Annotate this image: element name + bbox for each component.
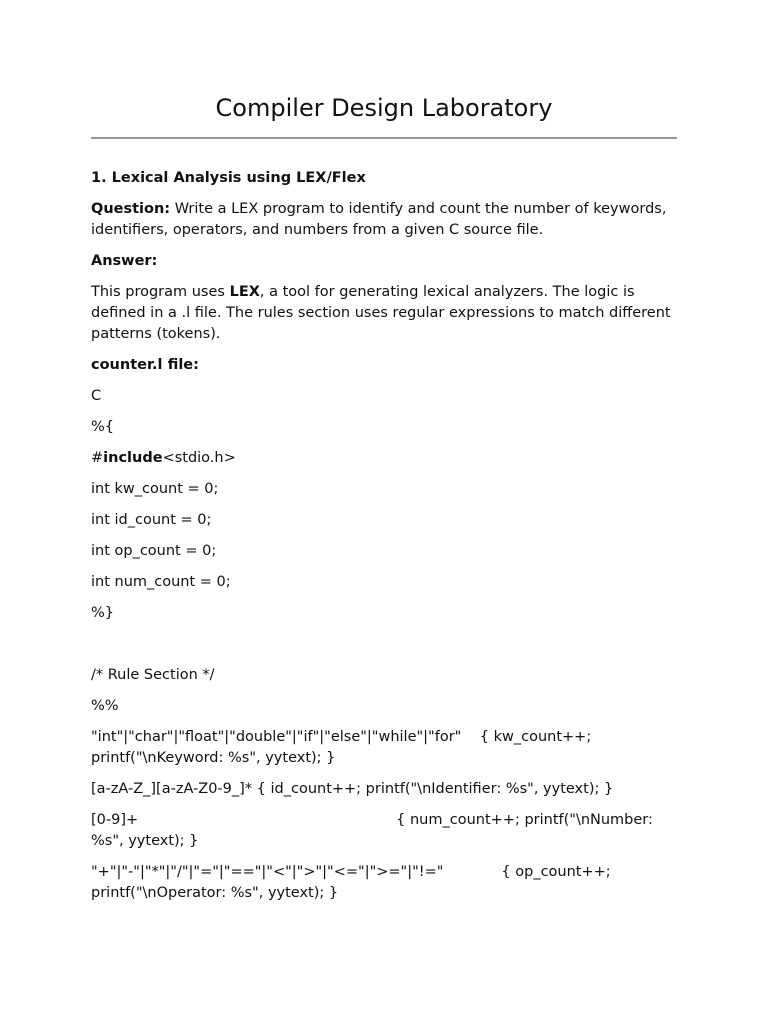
numbers-action: { num_count++; printf("\nNumber: %s", yytext); } [91, 812, 653, 849]
title-divider [91, 137, 677, 139]
answer-label: Answer: [91, 253, 158, 269]
operators-pattern: "+"|"-"|"*"|"/"|"="|"=="|"<"|">"|"<="|">="|"!=" [91, 864, 444, 880]
document-title: Compiler Design Laboratory [215, 94, 553, 122]
code-line-open-brace: %{ [91, 419, 115, 435]
question-label: Question: [91, 201, 171, 217]
code-line-rule-comment: /* Rule Section */ [91, 667, 215, 683]
code-line-include: #include<stdio.h> [91, 450, 236, 466]
include-keyword: include [103, 450, 163, 466]
numbers-pattern: [0-9]+ [91, 812, 139, 828]
intro-paragraph: This program uses LEX, a tool for generating lexical analyzers. The logic is defined in a .l file. The rules section uses regular expressions to match different patterns (tokens). [91, 284, 671, 342]
operators-action: { op_count++; printf("\nOperator: %s", yytext); } [91, 864, 611, 901]
code-line-rule-separator: %% [91, 698, 119, 714]
code-line-op-count: int op_count = 0; [91, 543, 217, 559]
code-line-kw-count: int kw_count = 0; [91, 481, 219, 497]
blank-line [91, 634, 677, 655]
question-text: Write a LEX program to identify and count the number of keywords, identifiers, operators, and numbers from a given C source file. [91, 201, 667, 238]
code-line-id-count: int id_count = 0; [91, 512, 212, 528]
code-rule-numbers [91, 810, 677, 852]
code-rule-identifiers: [a-zA-Z_][a-zA-Z0-9_]* { id_count++; printf("\nIdentifier: %s", yytext); } [91, 781, 614, 797]
document-body [91, 168, 677, 914]
code-line-close-brace: %} [91, 605, 115, 621]
code-line-num-count: int num_count = 0; [91, 574, 231, 590]
intro-bold-term: LEX [229, 284, 260, 300]
code-rule-keywords: "int"|"char"|"float"|"double"|"if"|"else"|"while"|"for" { kw_count++; printf("\nKeyword: %s", yytext); } [91, 729, 592, 766]
section-heading: 1. Lexical Analysis using LEX/Flex [91, 170, 366, 186]
code-language-tag: C [91, 388, 102, 404]
code-rule-operators [91, 862, 677, 904]
file-label: counter.l file: [91, 357, 199, 373]
question-paragraph [91, 199, 677, 241]
